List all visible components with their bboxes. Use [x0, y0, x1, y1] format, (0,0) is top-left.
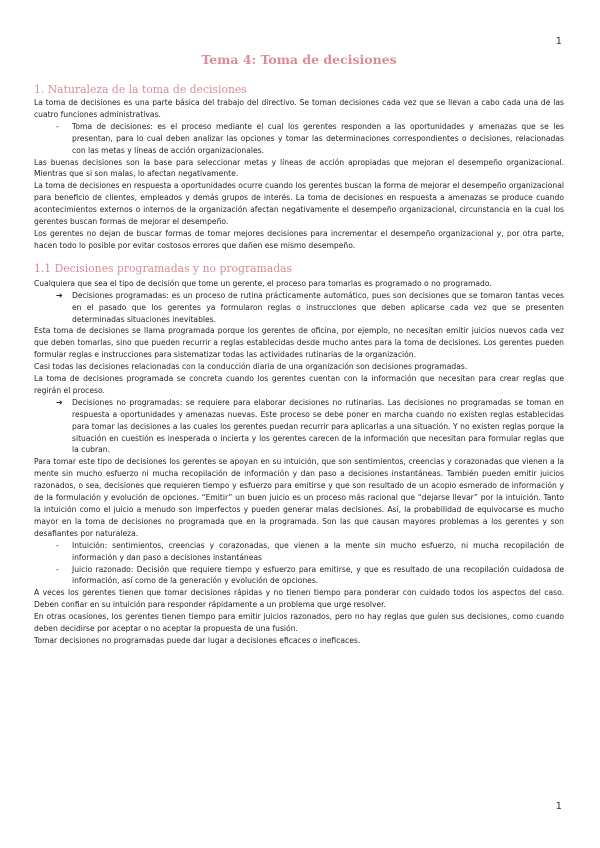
list-item [34, 564, 564, 588]
paragraph: Los gerentes no dejan de buscar formas de tomar mejores decisiones para incrementar el desempeño organizacional y, por otra parte, hacen todo lo posible por evitar costosos errores que dañen ese mismo desempeño. [34, 228, 564, 250]
arrow-list [34, 290, 564, 326]
paragraph: A veces los gerentes tienen que tomar decisiones rápidas y no tienen tiempo para ponderar con cuidado todos los aspectos del caso. Deben confiar en su intuición para responder rápidamente a un problema que urge resolver. [34, 588, 564, 610]
page-number-top: 1 [555, 36, 562, 47]
list-item-text: Decisiones programadas: es un proceso de rutina prácticamente automático, pues son decisiones que se tomaron tantas veces en el pasado que los gerentes ya formularon reglas o instrucciones que deben aplicarse cada vez que se presenten determinadas situaciones inevitables. [72, 290, 564, 324]
paragraph: Tomar decisiones no programadas puede dar lugar a decisiones eficaces o ineficaces. [34, 635, 361, 645]
section-heading-1: 1. Naturaleza de la toma de decisiones [34, 83, 247, 96]
paragraph: Para tomar este tipo de decisiones los gerentes se apoyan en su intuición, que son sentimientos, creencias y corazonadas que vienen a la mente sin mucho esfuerzo ni mucha recopilación de información y dan paso a decisiones instantáneas. También pueden emitir juicios razonados, o sea, decisiones que requieren tiempo y esfuerzo para emitirse y que son resultado de un acopio esmerado de información y de la formulación y evolución de opciones. “Emitir” un buen juicio es un proceso más racional que “dejarse llevar” por la intuición. Tanto la intuición como el juicio a menudo son imperfectos y pueden generar malas decisiones. Así, la probabilidad de equivocarse es mucho mayor en la toma de decisiones no programada que en la programada. Son las que causan mayores problemas a los gerentes y son desafiantes por naturaleza. [34, 457, 564, 538]
list-item-text: Juicio razonado: Decisión que requiere tiempo y esfuerzo para emitirse, y que es resultado de una recopilación cuidadosa de información, así como de la generación y evolución de opciones. [72, 564, 564, 586]
list-item [34, 397, 564, 457]
list-item-text: Intuición: sentimientos, creencias y corazonadas, que vienen a la mente sin mucho esfuerzo, ni mucha recopilación de información y dan paso a decisiones instantáneas [72, 540, 564, 562]
paragraph: En otras ocasiones, los gerentes tienen tiempo para emitir juicios razonados, pero no hay reglas que guíen sus decisiones, como cuando deben decidirse por aceptar o no aceptar la propuesta de una fusión. [34, 612, 564, 634]
list-item [34, 121, 564, 157]
dash-list [34, 540, 564, 588]
arrow-icon: ➔ [56, 290, 63, 300]
page-number-bottom: 1 [555, 801, 562, 812]
list-item [34, 290, 564, 326]
paragraph: Casi todas las decisiones relacionadas con la conducción diaria de una organización son decisiones programadas. [34, 362, 468, 372]
paragraph: Cualquiera que sea el tipo de decisión que tome un gerente, el proceso para tomarlas es programado o no programado. [34, 278, 492, 288]
document-body [34, 52, 564, 647]
arrow-icon: ➔ [56, 397, 63, 407]
dash-marker: - [56, 564, 59, 574]
list-item-text: Toma de decisiones: es el proceso mediante el cual los gerentes responden a las oportunidades y amenazas que se les presentan, para lo cual deben analizar las opciones y tomar las determinaciones correspondientes o decisiones, relacionadas con las metas y líneas de acción organizacionales. [72, 121, 564, 155]
dash-marker: - [56, 540, 59, 550]
list-item [34, 540, 564, 564]
dash-list [34, 121, 564, 157]
paragraph: Las buenas decisiones son la base para seleccionar metas y líneas de acción apropiadas que mejoran el desempeño organizacional. Mientras que si son malas, lo afectan negativamente. [34, 157, 564, 179]
paragraph: La toma de decisiones es una parte básica del trabajo del directivo. Se toman decisiones cada vez que se llevan a cabo cada una de las cuatro funciones administrativas. [34, 98, 564, 119]
list-item-text: Decisiones no programadas: se requiere para elaborar decisiones no rutinarias. Las decisiones no programadas se toman en respuesta a oportunidades y amenazas nuevas. Este proceso se debe poner en marcha cuando no existen reglas establecidas para tomar las decisiones a las cuales los gerentes puedan recurrir para aplicarlas a una situación. Y no existen reglas porque la situación en cuestión es inesperada o incierta y los gerentes carecen de la información que necesitan para formular reglas que la cubran. [72, 397, 564, 455]
paragraph: La toma de decisiones programada se concreta cuando los gerentes cuentan con la información que necesitan para crear reglas que regirán el proceso. [34, 374, 564, 395]
document-title: Tema 4: Toma de decisiones [201, 52, 397, 67]
section-heading-1-1: 1.1 Decisiones programadas y no programadas [34, 261, 293, 275]
arrow-list [34, 397, 564, 457]
paragraph: La toma de decisiones en respuesta a oportunidades ocurre cuando los gerentes buscan la forma de mejorar el desempeño organizacional para beneficio de clientes, empleados y demás grupos de interés. La toma de decisiones en respuesta a amenazas se produce cuando acontecimientos externos o internos de la organización afectan negativamente el desempeño organizacional, circunstancia en la cual los gerentes buscan formas de mejorar el desempeño. [34, 181, 564, 227]
dash-marker: - [56, 121, 59, 131]
paragraph: Esta toma de decisiones se llama programada porque los gerentes de oficina, por ejemplo, no necesitan emitir juicios nuevos cada vez que deben tomarlas, sino que pueden recurrir a reglas establecidas desde mucho antes para la toma de decisiones. Los gerentes pueden formular reglas e instrucciones para sistematizar todas las actividades rutinarias de la organización. [34, 326, 564, 360]
